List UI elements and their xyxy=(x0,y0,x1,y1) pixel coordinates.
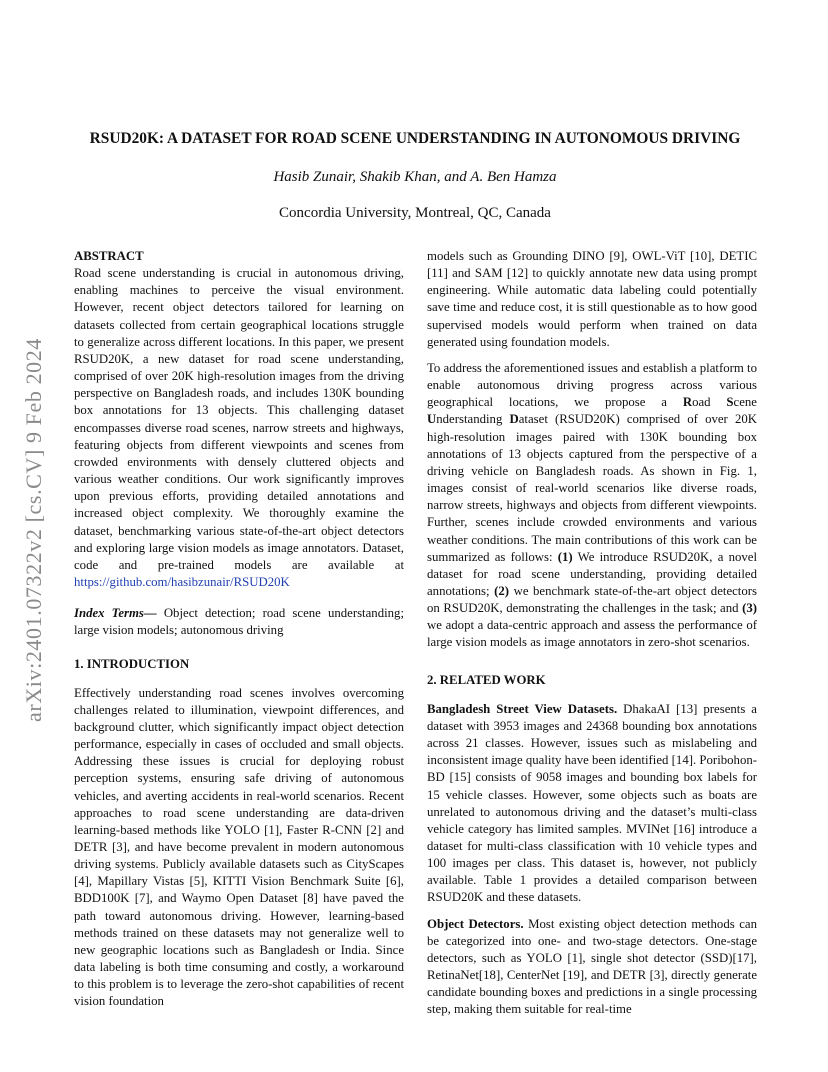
related-paragraph-1 xyxy=(427,701,757,907)
contribution-text: We introduce RSUD20K, a novel dataset for road scene understanding, providing detailed annotations; xyxy=(427,549,758,598)
intro-paragraph-1-continued: models such as Grounding DINO [9], OWL-ViT [10], DETIC [11] and SAM [12] to quickly annotate new data using prompt engineering. While automatic data labeling could potentially save time and reduce cost, it is still questionable as to how good supervised models would perform when trained on data generated using foundation models. xyxy=(427,249,757,349)
right-column xyxy=(427,248,757,1019)
paper-affiliation: Concordia University, Montreal, QC, Canada xyxy=(279,205,551,221)
run-in-heading: Object Detectors. xyxy=(427,916,524,931)
contribution-text: we adopt a data-centric approach and assess the performance of large vision models as image annotators in zero-shot scenarios. xyxy=(427,618,757,650)
intro-paragraph-1: Effectively understanding road scenes involves overcoming challenges related to illumination, viewpoint differences, and background clutter, which significantly impact object detection performance, especially in cases of occluded and small objects. Addressing these issues is crucial for deploying robust perception systems, ensuring safe driving of autonomous vehicles, and averting accidents in real-world scenarios. Recent approaches to road scene understanding are data-driven learning-based methods like YOLO [1], Faster R-CNN [2] and DETR [3], and have become prevalent in modern autonomous driving systems. Publicly available datasets such as CityScapes [4], Mapillary Vistas [5], KITTI Vision Benchmark Suite [6], BDD100K [7], and Waymo Open Dataset [8] have paved the path toward autonomous driving. However, learning-based methods trained on these datasets may not generalize well to new geographic locations such as Bangladesh or India. Since data labeling is both time consuming and costly, a workaround to this problem is to leverage the zero-shot capabilities of recent vision foundation xyxy=(74,685,404,1009)
intro-p2-text: cene xyxy=(733,395,757,410)
intro-paragraph-2 xyxy=(427,360,757,652)
paper-authors: Hasib Zunair, Shakib Khan, and A. Ben Hamza xyxy=(273,169,557,185)
contribution-marker: (3) xyxy=(742,601,757,616)
abstract-text: Road scene understanding is crucial in autonomous driving, enabling machines to perceive the visual environment. However, recent object detectors tailored for learning on datasets collected from certain geographical locations struggle to generalize across different locations. In this paper, we present RSUD20K, a new dataset for road scene understanding, comprised of over 20K high-resolution images from the driving perspective on Bangladesh roads, and includes 130K bounding box annotations for 13 objects. This challenging dataset encompasses diverse road scenes, narrow streets and highways, featuring objects from different viewpoints and scenes from crowded environments with densely cluttered objects and various weather conditions. Our work significantly improves upon previous efforts, providing detailed annotations and increased object complexity. We thoroughly examine the dataset, benchmarking various state-of-the-art object detectors and exploring large vision models as image annotators. Dataset, code and pre-trained models are available at xyxy=(74,266,404,572)
contribution-marker: (1) xyxy=(557,549,573,564)
acronym-letter: S xyxy=(726,395,734,410)
arxiv-sidebar-stamp xyxy=(14,295,54,765)
abstract-heading: ABSTRACT xyxy=(74,249,144,263)
run-in-heading: Bangladesh Street View Datasets. xyxy=(427,701,618,716)
intro-heading: 1. INTRODUCTION xyxy=(74,657,190,672)
related-work-heading: 2. RELATED WORK xyxy=(427,672,546,687)
intro-p2-text: nderstanding xyxy=(436,412,510,427)
acronym-letter: U xyxy=(427,412,437,427)
contribution-text: we benchmark state-of-the-art object detectors on RSUD20K, demonstrating the challenges in the task; and xyxy=(427,583,757,616)
index-terms-text: Object detection; road scene understanding; large vision models; autonomous driving xyxy=(74,606,404,638)
intro-p2-text: To address the aforementioned issues and establish a platform to enable autonomous driving progress across various geographical locations, we propose a xyxy=(427,360,757,410)
dataset-link[interactable]: https://github.com/hasibzunair/RSUD20K xyxy=(74,574,290,589)
index-terms xyxy=(74,605,404,639)
intro-p2-text: ataset (RSUD20K) comprised of over 20K high-resolution images paired with 130K bounding box annotations of 13 objects captured from the perspective of a driving vehicle on Bangladesh roads. As shown in Fig. 1, images consist of real-world scenarios like diverse roads, narrow streets, highways and objects from different viewpoints. Further, scenes include crowded environments and various weather conditions. The main contributions of this work can be summarized as follows: xyxy=(427,412,757,564)
left-column xyxy=(74,248,404,1011)
abstract-body xyxy=(74,265,404,591)
acronym-letter: R xyxy=(682,395,693,410)
related-p2-text: Most existing object detection methods can be categorized into one- and two-stage detectors. One-stage detectors, such as YOLO [1], single shot detector (SSD)[17], RetinaNet[18], CenterNet [19], and DETR [3], directly generate candidate bounding boxes and predictions in a single processing step, making them suitable for real-time xyxy=(427,916,758,1017)
arxiv-identifier: arXiv:2401.07322v2 [cs.CV] 9 Feb 2024 xyxy=(21,338,46,722)
index-terms-label: Index Terms— xyxy=(74,606,157,621)
acronym-letter: D xyxy=(509,412,519,427)
related-paragraph-2 xyxy=(427,916,757,1019)
intro-p2-text: oad xyxy=(692,395,727,410)
contribution-marker: (2) xyxy=(494,583,510,598)
paper-title: RSUD20K: A DATASET FOR ROAD SCENE UNDERSTANDING IN AUTONOMOUS DRIVING xyxy=(89,130,741,147)
related-p1-text: DhakaAI [13] presents a dataset with 3953 images and 24368 bounding box annotations across 21 classes. However, issues such as mislabeling and inconsistent image quality have been identified [14]. Poribohon-BD [15] consists of 9058 images and bounding box labels for 15 vehicle classes. However, some objects such as boats are unrelated to autonomous driving and the dataset’s multi-class vehicle category has limited samples. MVINet [16] introduce a dataset for multi-class classification with 10 vehicle types and 100 images per class. This dataset is, however, not publicly available. Table 1 provides a detailed comparison between RSUD20K and these datasets. xyxy=(427,701,757,905)
